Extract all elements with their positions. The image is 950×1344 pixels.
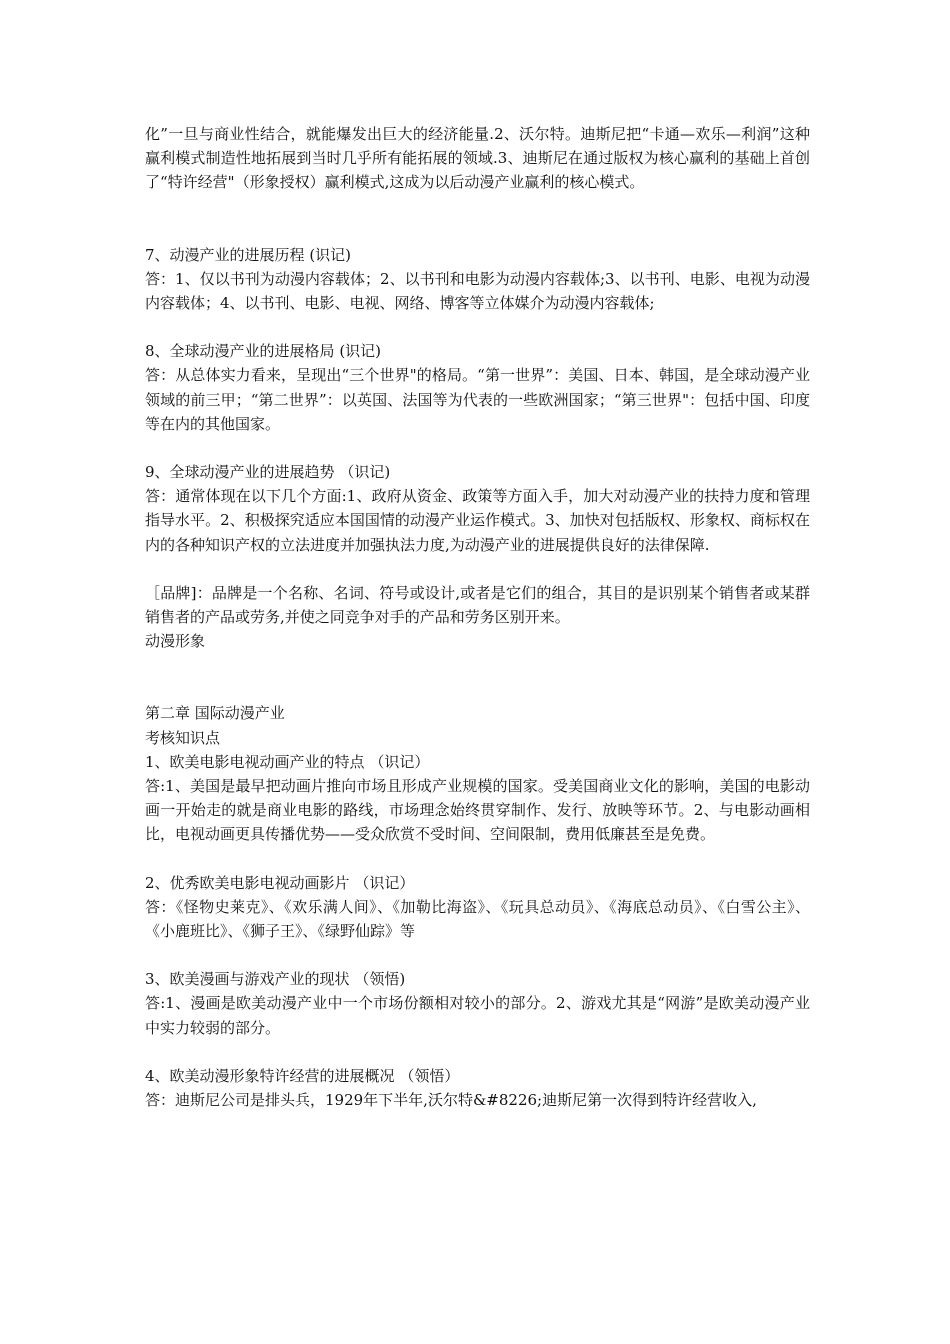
paragraph: 答：《怪物史莱克》、《欢乐满人间》、《加勒比海盗》、《玩具总动员》、《海底总动员》、《白雪公主》、《小鹿班比》、《狮子王》、《绿野仙踪》等 [145,897,810,941]
paragraph: 答：迪斯尼公司是排头兵，1929年下半年,沃尔特&#8226;迪斯尼第一次得到特许经营收入, [145,1091,757,1110]
paragraph: 8、全球动漫产业的进展格局 (识记) [145,342,382,361]
paragraph: 化”一旦与商业性结合，就能爆发出巨大的经济能量.2、沃尔特。迪斯尼把“卡通—欢乐—利润”这种赢利模式制造性地拓展到当时几乎所有能拓展的领域.3、迪斯尼在通过版权为核心赢利的基础上首创了“特许经营"（形象授权）赢利模式,这成为以后动漫产业赢利的核心模式。 [145,125,810,192]
paragraph: 答：通常体现在以下几个方面:1、政府从资金、政策等方面入手，加大对动漫产业的扶持力度和管理指导水平。2、积极探究适应本国国情的动漫产业运作模式。3、加快对包括版权、形象权、商标权在内的各种知识产权的立法进度并加强执法力度,为动漫产业的进展提供良好的法律保障. [145,487,810,554]
paragraph-spacer [145,847,810,871]
paragraph-spacer [145,436,810,460]
paragraph: 第二章 国际动漫产业 [145,704,285,723]
paragraph-spacer [145,557,810,581]
document-page [145,122,810,1112]
paragraph: 答：1、仅以书刊为动漫内容载体；2、以书刊和电影为动漫内容载体;3、以书刊、电影、电视为动漫内容载体；4、以书刊、电影、电视、网络、博客等立体媒介为动漫内容载体; [145,269,810,313]
paragraph: 9、全球动漫产业的进展趋势 （识记) [145,463,391,482]
paragraph-spacer [145,195,810,243]
paragraph: 3、欧美漫画与游戏产业的现状 （领悟) [145,970,406,989]
paragraph: 7、动漫产业的进展历程 (识记) [145,245,352,264]
paragraph-spacer [145,943,810,967]
paragraph: 答:1、漫画是欧美动漫产业中一个市场份额相对较小的部分。2、游戏尤其是“网游”是欧美动漫产业中实力较弱的部分。 [145,994,810,1037]
paragraph-spacer [145,1040,810,1064]
paragraph: 2、优秀欧美电影电视动画影片 （识记） [145,873,415,892]
paragraph: 答:1、美国是最早把动画片推向市场且形成产业规模的国家。受美国商业文化的影响，美国的电影动画一开始走的就是商业电影的路线，市场理念始终贯穿制作、发行、放映等环节。2、与电影动画相比，电视动画更具传播优势——受众欣赏不受时间、空间限制，费用低廉甚至是免费。 [145,777,810,844]
paragraph: 1、欧美电影电视动画产业的特点 （识记） [145,752,430,771]
paragraph: 考核知识点 [145,728,221,747]
paragraph-spacer [145,653,810,701]
paragraph: ［品牌]：品牌是一个名称、名词、符号或设计,或者是它们的组合，其目的是识别某个销售者或某群销售者的产品或劳务,并使之同竞争对手的产品和劳务区别开来。 [145,583,810,627]
paragraph-spacer [145,315,810,339]
paragraph: 4、欧美动漫形象特许经营的进展概况 （领悟） [145,1066,460,1085]
paragraph: 动漫形象 [145,632,206,651]
paragraph: 答：从总体实力看来，呈现出“三个世界"的格局。“第一世界”：美国、日本、韩国，是全球动漫产业领域的前三甲；“第二世界”：以英国、法国等为代表的一些欧洲国家；“第三世界"：包括中国、印度等在内的其他国家。 [145,366,810,433]
